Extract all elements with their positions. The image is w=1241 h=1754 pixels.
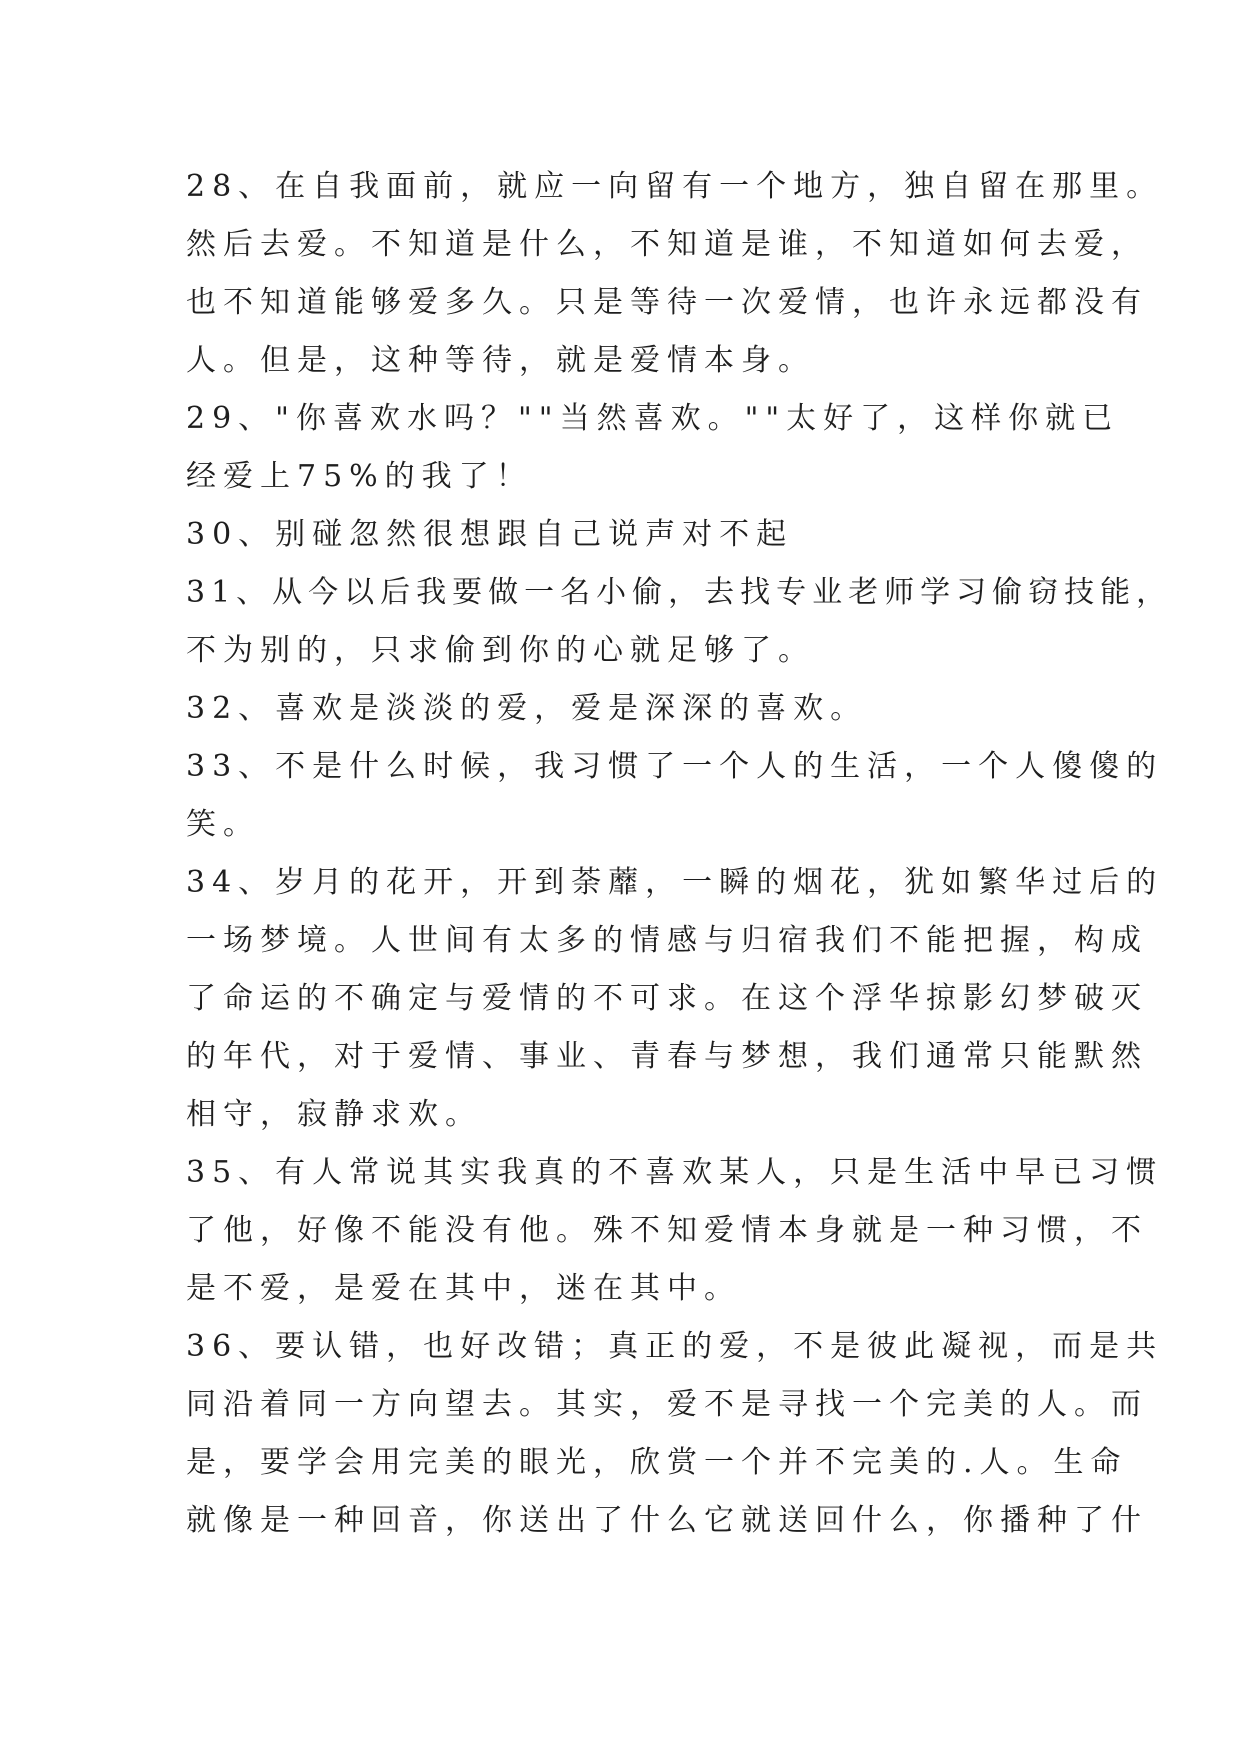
text-line: 同沿着同一方向望去。其实，爱不是寻找一个完美的人。而 <box>186 1387 1148 1422</box>
text-line: 也不知道能够爱多久。只是等待一次爱情，也许永远都没有 <box>186 285 1148 320</box>
text-line: 31、从今以后我要做一名小偷，去找专业老师学习偷窃技能， <box>186 575 1173 610</box>
text-line: 了命运的不确定与爱情的不可求。在这个浮华掠影幻梦破灭 <box>186 981 1148 1016</box>
text-line: 30、别碰忽然很想跟自己说声对不起 <box>186 517 794 552</box>
text-line: 是，要学会用完美的眼光，欣赏一个并不完美的.人。生命 <box>186 1445 1128 1480</box>
text-line: 是不爱，是爱在其中，迷在其中。 <box>186 1271 741 1306</box>
text-line: 35、有人常说其实我真的不喜欢某人，只是生活中早已习惯 <box>186 1155 1164 1190</box>
text-line: 人。但是，这种等待，就是爱情本身。 <box>186 343 815 378</box>
text-line: 了他，好像不能没有他。殊不知爱情本身就是一种习惯，不 <box>186 1213 1148 1248</box>
text-line: 的年代，对于爱情、事业、青春与梦想，我们通常只能默然 <box>186 1039 1148 1074</box>
text-line: 28、在自我面前，就应一向留有一个地方，独自留在那里。 <box>186 169 1164 204</box>
text-line: 29、"你喜欢水吗？""当然喜欢。""太好了，这样你就已 <box>186 401 1120 436</box>
text-line: 笑。 <box>186 807 260 842</box>
text-line: 就像是一种回音，你送出了什么它就送回什么，你播种了什 <box>186 1503 1148 1538</box>
text-line: 不为别的，只求偷到你的心就足够了。 <box>186 633 815 668</box>
text-line: 32、喜欢是淡淡的爱，爱是深深的喜欢。 <box>186 691 868 726</box>
text-line: 33、不是什么时候，我习惯了一个人的生活，一个人傻傻的 <box>186 749 1164 784</box>
text-line: 36、要认错，也好改错；真正的爱，不是彼此凝视，而是共 <box>186 1329 1164 1364</box>
text-line: 经爱上75%的我了！ <box>186 459 533 494</box>
text-line: 相守，寂静求欢。 <box>186 1097 482 1132</box>
text-line: 一场梦境。人世间有太多的情感与归宿我们不能把握，构成 <box>186 923 1148 958</box>
text-line: 然后去爱。不知道是什么，不知道是谁，不知道如何去爱， <box>186 227 1148 262</box>
text-line: 34、岁月的花开，开到荼蘼，一瞬的烟花，犹如繁华过后的 <box>186 865 1164 900</box>
